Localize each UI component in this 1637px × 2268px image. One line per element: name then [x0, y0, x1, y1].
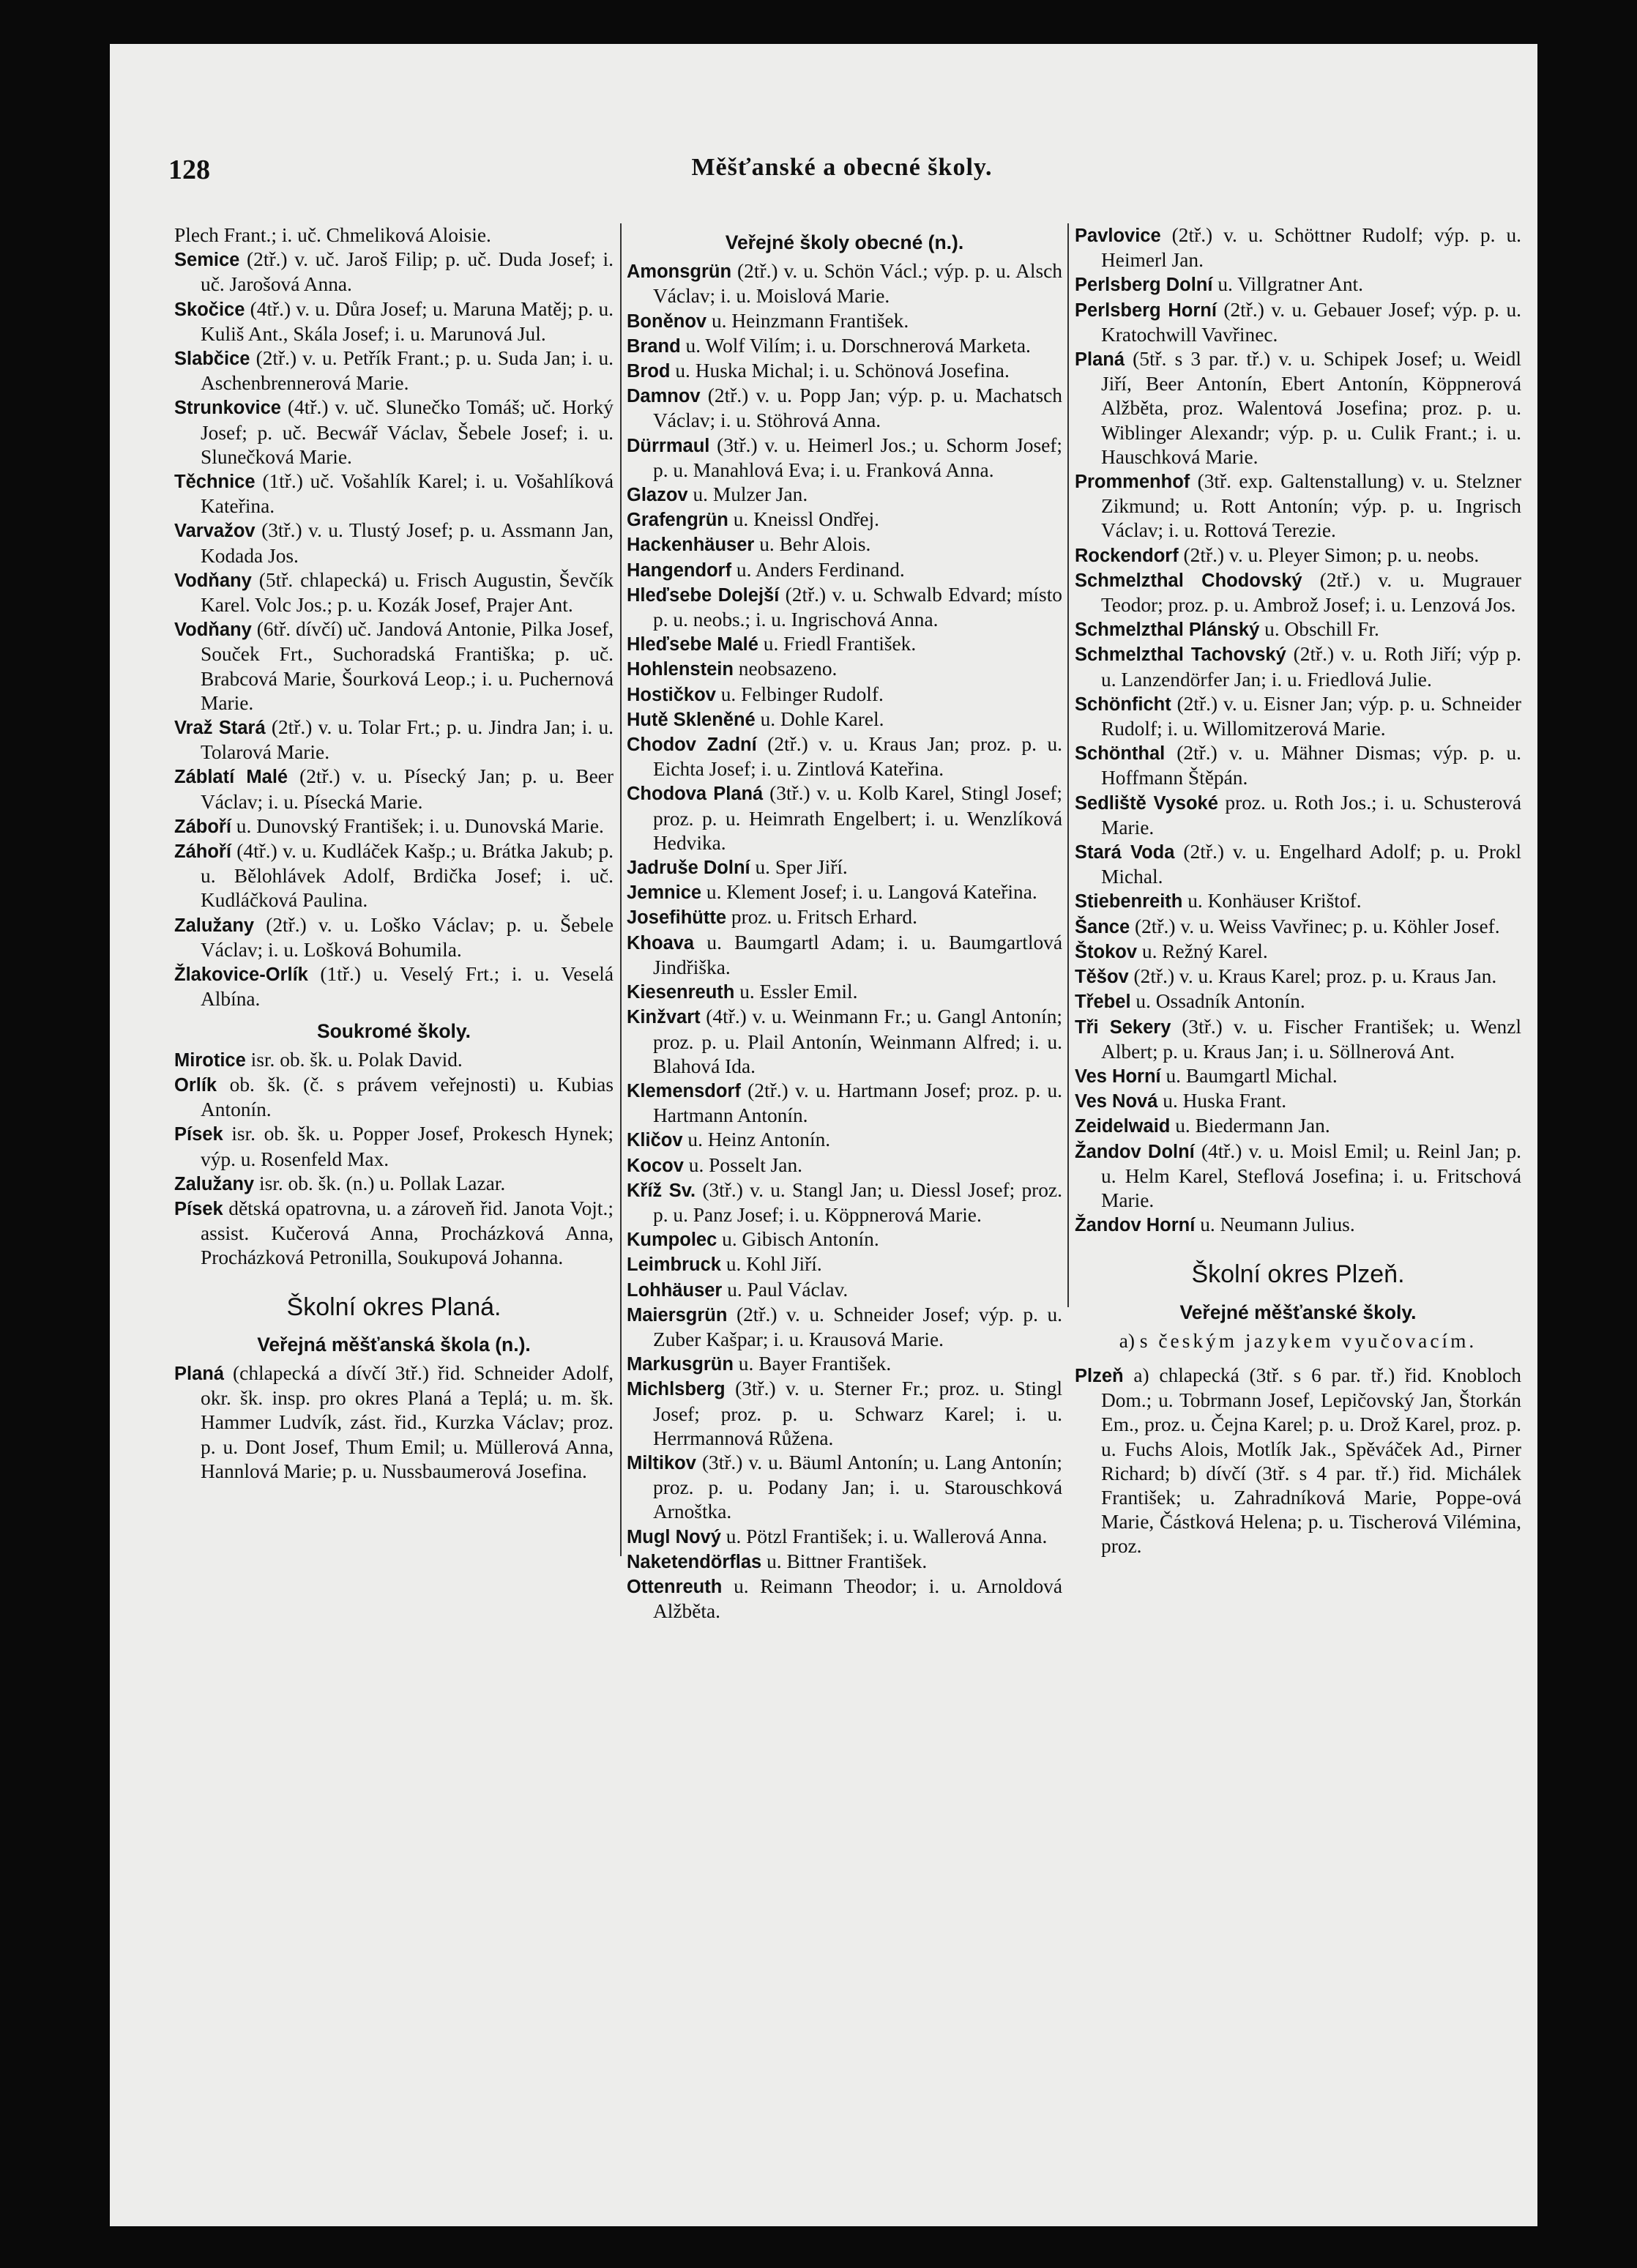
- school-entry: [627, 1252, 1062, 1277]
- place-name: Semice: [174, 250, 240, 271]
- school-entry: [627, 931, 1062, 980]
- place-name: Miltikov: [627, 1452, 696, 1473]
- place-name: Zalužany: [174, 915, 255, 936]
- entry-text: u. Sper Jiří.: [750, 856, 848, 879]
- entry-text: u. Mulzer Jan.: [687, 483, 808, 506]
- entry-text: (2tř.) v. u. Mugrauer Teodor; proz. p. u. Ambrož Josef; i. u. Lenzová Jos.: [1101, 568, 1521, 617]
- section-subheading: Veřejná měšťanská škola (n.).: [257, 1333, 531, 1356]
- entry-text: Plech Frant.; i. uč. Chmeliková Aloisie.: [174, 224, 491, 246]
- place-name: Vodňany: [174, 570, 252, 591]
- entry-text: (2tř.) v. u. Kraus Karel; proz. p. u. Kraus Jan.: [1128, 965, 1497, 988]
- entry-text: neobsazeno.: [733, 658, 838, 680]
- entry-text: (4tř.) v. u. Kudláček Kašp.; u. Brátka Jakub; p. u. Bělohlávek Adolf, Brdička Josef; i. uč. Kudláčková Paulina.: [201, 840, 614, 912]
- place-name: Perlsberg Horní: [1075, 300, 1217, 321]
- place-name: Schmelzthal Plánský: [1075, 620, 1260, 641]
- place-name: Chodov Zadní: [627, 735, 757, 756]
- entry-text: (2tř.) v. u. Schöttner Rudolf; výp. p. u. Heimerl Jan.: [1101, 224, 1521, 272]
- place-name: Damnov: [627, 386, 701, 407]
- place-name: Orlík: [174, 1074, 217, 1096]
- place-name: Hohlenstein: [627, 659, 734, 680]
- school-entry: [627, 334, 1062, 359]
- entry-text: (4tř.) v. u. Moisl Emil; u. Reinl Jan; p. u. Helm Karel, Steflová Josefina; i. u. Fritschová Marie.: [1101, 1139, 1521, 1211]
- entry-text: (2tř.) v. u. Písecký Jan; p. u. Beer Václav; i. u. Písecká Marie.: [201, 765, 614, 813]
- school-entry: [1075, 469, 1521, 543]
- place-name: Michlsberg: [627, 1379, 726, 1400]
- school-entry: [174, 962, 614, 1011]
- entry-text: u. Friedl František.: [758, 633, 917, 655]
- school-entry: [174, 617, 614, 715]
- place-name: Vodňany: [174, 620, 252, 641]
- place-name: Schmelzthal Chodovský: [1075, 570, 1302, 591]
- school-entry: [627, 1005, 1062, 1079]
- column-left: [174, 223, 614, 2157]
- school-entry: [627, 558, 1062, 583]
- entry-text: proz. u. Fritsch Erhard.: [726, 906, 917, 929]
- place-name: Lohhäuser: [627, 1279, 723, 1301]
- entry-text: (2tř.) v. u. Mähner Dismas; výp. p. u. Hoffmann Štěpán.: [1101, 742, 1521, 789]
- place-name: Slabčice: [174, 349, 250, 370]
- place-name: Plzeň: [1075, 1365, 1124, 1386]
- language-subheading: [1075, 1329, 1521, 1353]
- running-title: Měšťanské a obecné školy.: [691, 154, 993, 181]
- column-middle: [627, 223, 1062, 2157]
- place-name: Chodova Planá: [627, 784, 764, 805]
- entry-text: (2tř.) v. u. Gebauer Josef; výp. p. u. Kratochwill Vavřinec.: [1101, 298, 1521, 346]
- entry-text: u. Obschill Fr.: [1259, 618, 1379, 641]
- school-entry: [627, 1377, 1062, 1451]
- school-entry: [627, 1278, 1062, 1303]
- school-entry: [1075, 1213, 1521, 1238]
- entry-text: u. Neumann Julius.: [1195, 1213, 1355, 1236]
- place-name: Písek: [174, 1124, 223, 1145]
- school-entry: [627, 1178, 1062, 1227]
- place-name: Těchnice: [174, 472, 256, 493]
- language-subheading-prefix: a): [1119, 1329, 1136, 1352]
- school-entry: [627, 732, 1062, 781]
- school-entry: [1075, 1114, 1521, 1139]
- place-name: Hangendorf: [627, 559, 732, 581]
- school-entry: [627, 855, 1062, 880]
- school-entry: [174, 518, 614, 568]
- section-subheading: Soukromé školy.: [316, 1019, 471, 1042]
- entry-text: (2tř.) v. u. Schön Václ.; výp. p. u. Alsch Václav; i. u. Moislová Marie.: [653, 260, 1062, 308]
- entry-text: (2tř.) v. u. Popp Jan; výp. p. u. Machatsch Václav; i. u. Stöhrová Anna.: [653, 384, 1062, 432]
- place-name: Hleďsebe Malé: [627, 634, 758, 655]
- entry-text: u. Huska Frant.: [1157, 1090, 1287, 1112]
- school-entry: [627, 1352, 1062, 1377]
- school-entry: [1075, 543, 1521, 568]
- entry-text: (6tř. dívčí) uč. Jandová Antonie, Pilka Josef, Souček Frt., Suchoradská Františka; p. uč. Brabcová Marie, Šourková Leop.; i. u. Puchernová Marie.: [201, 618, 614, 714]
- entry-text: (3tř.) v. u. Stangl Jan; u. Diessl Josef; proz. p. u. Panz Josef; i. u. Köppnerová Marie.: [653, 1178, 1062, 1226]
- entry-text: u. Baumgartl Adam; i. u. Baumgartlová Jindřiška.: [653, 931, 1062, 978]
- entry-text: u. Essler Emil.: [734, 981, 858, 1003]
- place-name: Ves Horní: [1075, 1066, 1161, 1087]
- entry-text: (2tř.) v. u. Hartmann Josef; proz. p. u. Hartmann Antonín.: [653, 1079, 1062, 1127]
- school-entry: [627, 632, 1062, 657]
- section-subheading: Veřejné měšťanské školy.: [1179, 1301, 1417, 1323]
- place-name: Maiersgrün: [627, 1304, 728, 1326]
- school-entry: [174, 814, 614, 839]
- place-name: Pavlovice: [1075, 226, 1161, 246]
- school-entry: [1075, 1089, 1521, 1114]
- school-entry: [627, 309, 1062, 334]
- school-entry: [627, 1079, 1062, 1128]
- school-entry: [174, 1197, 614, 1271]
- place-name: Sedliště Vysoké: [1075, 792, 1218, 814]
- place-name: Těšov: [1075, 967, 1129, 988]
- entry-text: u. Klement Josef; i. u. Langová Kateřina.: [701, 881, 1037, 904]
- school-entry: [627, 707, 1062, 732]
- place-name: Písek: [174, 1198, 223, 1219]
- entry-text: a) chlapecká (3tř. s 6 par. tř.) řid. Knobloch Dom.; u. Tobrmann Josef, Lepičovský Jan, Štorkán Em., proz. u. Čejna Karel; p. u. Drož Karel, proz. p. u. Fuchs Alois, Motlík Jak., Spěváček Ad., Pirner Richard; b) dívčí (3tř. s 4 par. tř.) řid. Michálek František; u. Zahradníková Marie, Poppe-ová Marie, Částková Helena; p. u. Tischerová Vilémina, proz.: [1101, 1364, 1521, 1558]
- entry-text: (5tř. chlapecká) u. Frisch Augustin, Ševčík Karel. Volc Jos.; p. u. Kozák Josef, Prajer Ant.: [201, 568, 614, 617]
- place-name: Glazov: [627, 485, 688, 506]
- place-name: Ottenreuth: [627, 1576, 723, 1597]
- entry-text: (3tř.) v. u. Sterner Fr.; proz. u. Stingl Josef; proz. p. u. Schwarz Karel; i. u. Herrmannová Růžena.: [653, 1377, 1062, 1449]
- school-entry: [627, 683, 1062, 707]
- entry-text: u. Dohle Karel.: [755, 707, 884, 730]
- place-name: Naketendörflas: [627, 1551, 762, 1572]
- place-name: Štokov: [1075, 941, 1138, 962]
- place-name: Ves Nová: [1075, 1091, 1158, 1112]
- place-name: Žlakovice-Orlík: [174, 964, 308, 986]
- entry-text: u. Paul Václav.: [722, 1278, 849, 1301]
- place-name: Třebel: [1075, 992, 1131, 1013]
- entry-text: isr. ob. šk. u. Polak David.: [245, 1048, 463, 1071]
- place-name: Skočice: [174, 299, 245, 320]
- entry-text: u. Felbinger Rudolf.: [715, 683, 884, 705]
- school-entry: [1075, 642, 1521, 691]
- entry-text: (2tř.) v. u. Loško Václav; p. u. Šebele Václav; i. u. Lošková Bohumila.: [201, 913, 614, 961]
- entry-text: u. Anders Ferdinand.: [731, 558, 905, 581]
- entry-text: (3tř.) v. u. Tlustý Josef; p. u. Assmann Jan, Kodada Jos.: [201, 519, 614, 567]
- entry-text: proz. u. Roth Jos.; i. u. Schusterová Marie.: [1101, 791, 1521, 839]
- school-entry: [174, 715, 614, 765]
- entry-text: (4tř.) v. u. Weinmann Fr.; u. Gangl Antonín; proz. p. u. Plail Antonín, Weinmann Alfred; i. u. Blahová Ida.: [653, 1005, 1062, 1077]
- place-name: Žandov Horní: [1075, 1215, 1196, 1236]
- entry-text: (2tř.) v. u. Roth Jiří; výp p. u. Lanzendörfer Jan; i. u. Friedlová Julie.: [1101, 643, 1521, 691]
- school-entry: [627, 1153, 1062, 1178]
- entry-text: (2tř.) v. u. Kraus Jan; proz. p. u. Eichta Josef; i. u. Zintlová Kateřina.: [653, 733, 1062, 781]
- entry-text: u. Baumgartl Michal.: [1160, 1064, 1338, 1087]
- place-name: Grafengrün: [627, 510, 728, 531]
- school-entry: [174, 223, 614, 248]
- school-entry: [1075, 298, 1521, 347]
- school-entry: [174, 1172, 614, 1197]
- school-entry: [1075, 223, 1521, 272]
- place-name: Stará Voda: [1075, 842, 1175, 863]
- school-entry: [627, 1128, 1062, 1153]
- school-entry: [174, 297, 614, 346]
- place-name: Perlsberg Dolní: [1075, 275, 1213, 296]
- place-name: Stiebenreith: [1075, 891, 1183, 912]
- place-name: Prommenhof: [1075, 472, 1190, 493]
- entry-text: u. Posselt Jan.: [683, 1153, 803, 1176]
- school-entry: [174, 1073, 614, 1122]
- place-name: Khoava: [627, 932, 695, 953]
- school-entry: [174, 1048, 614, 1073]
- place-name: Šance: [1075, 916, 1130, 937]
- entry-text: (1tř.) u. Veselý Frt.; i. u. Veselá Albína.: [201, 963, 614, 1011]
- entry-text: (2tř.) v. u. Petřík Frant.; p. u. Suda Jan; i. u. Aschenbrennerová Marie.: [201, 347, 614, 395]
- document-page: [110, 44, 1537, 2226]
- place-name: Leimbruck: [627, 1254, 721, 1276]
- entry-text: u. Bittner František.: [761, 1550, 928, 1572]
- place-name: Dürrmaul: [627, 435, 710, 456]
- place-name: Tři Sekery: [1075, 1016, 1171, 1038]
- school-entry: [1075, 964, 1521, 989]
- entry-text: u. Biedermann Jan.: [1170, 1115, 1330, 1137]
- place-name: Jadruše Dolní: [627, 858, 750, 879]
- entry-text: u. Bayer František.: [733, 1353, 892, 1375]
- school-entry: [174, 395, 614, 469]
- entry-text: (2tř.) v. u. Pleyer Simon; p. u. neobs.: [1178, 543, 1480, 566]
- place-name: Hostičkov: [627, 684, 716, 705]
- place-name: Mirotice: [174, 1049, 246, 1071]
- entry-text: isr. ob. šk. u. Popper Josef, Prokesch Hynek; výp. u. Rosenfeld Max.: [201, 1123, 614, 1170]
- place-name: Planá: [1075, 349, 1125, 371]
- place-name: Žandov Dolní: [1075, 1141, 1195, 1162]
- place-name: Rockendorf: [1075, 545, 1179, 566]
- school-entry: [627, 1227, 1062, 1252]
- place-name: Jemnice: [627, 882, 702, 904]
- entry-text: u. Wolf Vilím; i. u. Dorschnerová Marketa.: [680, 334, 1031, 357]
- place-name: Schönficht: [1075, 694, 1171, 715]
- entry-text: (3tř.) v. u. Fischer František; u. Wenzl Albert; p. u. Kraus Jan; i. u. Söllnerová Ant.: [1101, 1015, 1521, 1063]
- place-name: Schönthal: [1075, 743, 1166, 765]
- place-name: Mugl Nový: [627, 1526, 721, 1547]
- school-entry: [627, 657, 1062, 682]
- district-heading: Školní okres Planá.: [286, 1293, 501, 1321]
- entry-text: (2tř.) v. u. Schneider Josef; výp. p. u. Zuber Kašpar; i. u. Krausová Marie.: [653, 1303, 1062, 1350]
- school-entry: [1075, 989, 1521, 1014]
- place-name: Záhoří: [174, 841, 231, 863]
- entry-text: u. Huska Michal; i. u. Schönová Josefina.: [670, 360, 1010, 382]
- school-entry: [1075, 692, 1521, 741]
- school-entry: [627, 259, 1062, 308]
- place-name: Brod: [627, 361, 671, 382]
- school-entry: [1075, 1064, 1521, 1089]
- school-entry: [627, 980, 1062, 1005]
- entry-text: u. Konhäuser Krištof.: [1182, 890, 1362, 912]
- entry-text: (2tř.) v. u. Engelhard Adolf; p. u. Prokl Michal.: [1101, 841, 1521, 888]
- district-heading: Školní okres Plzeň.: [1191, 1260, 1405, 1289]
- entry-text: (2tř.) v. u. Eisner Jan; výp. p. u. Schneider Rudolf; i. u. Willomitzerová Marie.: [1101, 692, 1521, 740]
- school-entry: [174, 913, 614, 962]
- school-entry: [174, 765, 614, 814]
- place-name: Hackenhäuser: [627, 535, 755, 556]
- entry-text: (4tř.) v. uč. Slunečko Tomáš; uč. Horký Josef; p. uč. Becwář Václav, Šebele Josef; i. u. Slunečková Marie.: [201, 396, 614, 468]
- school-entry: [1075, 741, 1521, 790]
- place-name: Varvažov: [174, 521, 256, 542]
- school-entry: [627, 1303, 1062, 1352]
- entry-text: (5tř. s 3 par. tř.) v. u. Schipek Josef; u. Weidl Jiří, Beer Antonín, Ebert Antonín, Köppnerová Alžběta, proz. Walentová Josefina; proz. p. u. Wiblinger Alexandr; výp. p. u. Culik Frant.; i. u. Hauschková Marie.: [1101, 348, 1521, 468]
- page-header: [168, 154, 1515, 190]
- place-name: Kříž Sv.: [627, 1180, 696, 1201]
- entry-text: u. Kneissl Ondřej.: [728, 508, 880, 531]
- entry-text: u. Heinz Antonín.: [682, 1129, 831, 1151]
- school-entry: [1075, 617, 1521, 642]
- school-entry: [174, 568, 614, 617]
- school-entry: [627, 359, 1062, 384]
- entry-text: dětská opatrovna, u. a zároveň řid. Janota Vojt.; assist. Kučerová Anna, Procházková Anna, Procházková Petronilla, Soukupová Johanna.: [201, 1197, 614, 1269]
- entry-text: u. Pötzl František; i. u. Wallerová Anna.: [720, 1525, 1048, 1547]
- column-divider-left: [620, 223, 622, 1556]
- place-name: Kinžvart: [627, 1007, 701, 1028]
- place-name: Schmelzthal Tachovský: [1075, 644, 1286, 666]
- school-entry: [174, 839, 614, 913]
- entry-text: u. Gibisch Antonín.: [717, 1228, 879, 1251]
- entry-text: u. Reimann Theodor; i. u. Arnoldová Alžběta.: [653, 1574, 1062, 1623]
- entry-text: (3tř.) v. u. Bäuml Antonín; u. Lang Antonín; proz. p. u. Podany Jan; i. u. Starouschková Arnoštka.: [653, 1451, 1062, 1523]
- school-entry: [627, 583, 1062, 632]
- school-entry: [627, 1451, 1062, 1525]
- place-name: Klemensdorf: [627, 1080, 741, 1101]
- school-entry: [1075, 940, 1521, 964]
- entry-text: u. Heinzmann František.: [706, 309, 909, 332]
- place-name: Záboří: [174, 816, 231, 837]
- entry-text: (2tř.) v. u. Weiss Vavřinec; p. u. Köhler Josef.: [1130, 915, 1500, 937]
- school-entry: [627, 483, 1062, 507]
- school-entry: [1075, 915, 1521, 940]
- school-entry: [627, 1574, 1062, 1624]
- school-entry: [1075, 1015, 1521, 1064]
- entry-text: (2tř.) v. uč. Jaroš Filip; p. uč. Duda Josef; i. uč. Jarošová Anna.: [201, 248, 614, 296]
- school-entry: [174, 1361, 614, 1484]
- place-name: Boněnov: [627, 311, 707, 332]
- place-name: Strunkovice: [174, 398, 281, 419]
- language-subheading-text: s českým jazykem vyučovacím.: [1139, 1329, 1477, 1352]
- entry-text: (3tř.) v. u. Heimerl Jos.; u. Schorm Josef; p. u. Manahlová Eva; i. u. Franková Anna.: [653, 434, 1062, 481]
- school-entry: [174, 469, 614, 518]
- school-entry: [627, 781, 1062, 855]
- school-entry: [1075, 1364, 1521, 1559]
- entry-text: ob. šk. (č. s právem veřejnosti) u. Kubias Antonín.: [201, 1073, 614, 1121]
- page-number: 128: [168, 155, 210, 185]
- entry-text: u. Kohl Jiří.: [720, 1253, 822, 1276]
- school-entry: [174, 248, 614, 297]
- school-entry: [1075, 791, 1521, 840]
- entry-text: (1tř.) uč. Vošahlík Karel; i. u. Vošahlíková Kateřina.: [201, 470, 614, 518]
- school-entry: [1075, 568, 1521, 617]
- school-entry: [1075, 272, 1521, 297]
- place-name: Kocov: [627, 1155, 684, 1176]
- entry-text: (3tř. exp. Galtenstallung) v. u. Stelzner Zikmund; u. Rott Antonín; výp. p. u. Ingrisch Václav; i. u. Rottová Terezie.: [1101, 470, 1521, 542]
- place-name: Kiesenreuth: [627, 982, 735, 1003]
- entry-text: (3tř.) v. u. Kolb Karel, Stingl Josef; proz. p. u. Heimrath Engelbert; i. u. Wenzlíková Hedvika.: [653, 782, 1062, 854]
- entry-text: isr. ob. šk. (n.) u. Pollak Lazar.: [254, 1172, 506, 1194]
- entry-text: u. Villgratner Ant.: [1212, 273, 1364, 296]
- place-name: Hleďsebe Dolejší: [627, 584, 780, 606]
- place-name: Zeidelwaid: [1075, 1116, 1171, 1137]
- place-name: Vraž Stará: [174, 718, 266, 739]
- place-name: Markusgrün: [627, 1354, 734, 1375]
- entry-text: u. Režný Karel.: [1137, 940, 1268, 962]
- school-entry: [1075, 347, 1521, 469]
- school-entry: [627, 507, 1062, 532]
- entry-text: u. Behr Alois.: [754, 533, 871, 556]
- entry-text: (4tř.) v. u. Důra Josef; u. Maruna Matěj; p. u. Kuliš Ant., Skála Josef; i. u. Marunová Jul.: [201, 297, 614, 345]
- school-entry: [627, 905, 1062, 930]
- school-entry: [627, 434, 1062, 483]
- school-entry: [1075, 889, 1521, 914]
- column-divider-right: [1067, 223, 1069, 1307]
- place-name: Kumpolec: [627, 1230, 717, 1251]
- school-entry: [627, 532, 1062, 557]
- school-entry: [174, 1122, 614, 1171]
- place-name: Amonsgrün: [627, 261, 732, 283]
- school-entry: [627, 1550, 1062, 1574]
- column-right: [1075, 223, 1521, 2157]
- school-entry: [1075, 1139, 1521, 1213]
- place-name: Planá: [174, 1363, 225, 1384]
- section-subheading: Veřejné školy obecné (n.).: [725, 231, 964, 253]
- school-entry: [174, 346, 614, 395]
- school-entry: [627, 384, 1062, 433]
- place-name: Josefihütte: [627, 907, 727, 929]
- entry-text: (2tř.) v. u. Schwalb Edvard; místo p. u. neobs.; i. u. Ingrischová Anna.: [653, 583, 1062, 631]
- entry-text: u. Dunovský František; i. u. Dunovská Marie.: [231, 814, 604, 837]
- entry-text: (chlapecká a dívčí 3tř.) řid. Schneider Adolf, okr. šk. insp. pro okres Planá a Teplá; u. m. šk. Hammer Ludvík, zást. řid., Kurzka Václav; proz. p. u. Dont Josef, Thum Emil; u. Müllerová Anna, Hannlová Marie; p. u. Nussbaumerová Josefina.: [201, 1361, 614, 1482]
- place-name: Kličov: [627, 1130, 683, 1151]
- school-entry: [1075, 840, 1521, 889]
- place-name: Hutě Skleněné: [627, 709, 756, 730]
- entry-text: (2tř.) v. u. Tolar Frt.; p. u. Jindra Jan; i. u. Tolarová Marie.: [201, 716, 614, 764]
- school-entry: [627, 880, 1062, 905]
- place-name: Brand: [627, 335, 681, 357]
- entry-text: u. Ossadník Antonín.: [1130, 990, 1305, 1013]
- school-entry: [627, 1525, 1062, 1550]
- place-name: Zalužany: [174, 1173, 255, 1194]
- place-name: Záblatí Malé: [174, 767, 288, 788]
